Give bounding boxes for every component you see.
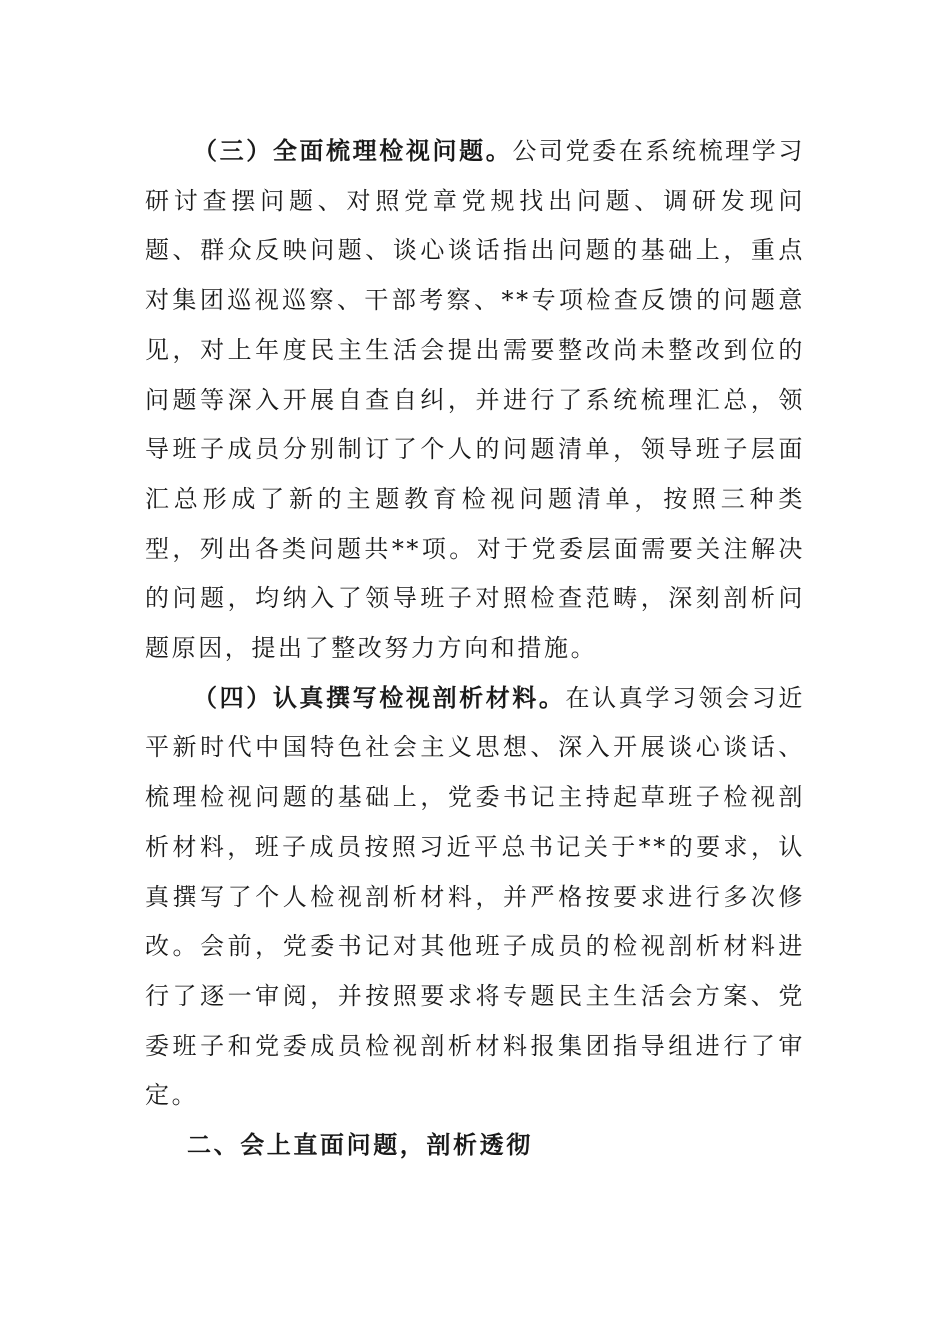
paragraph-review-issues <box>145 127 805 674</box>
paragraph-text: 在认真学习领会习近平新时代中国特色社会主义思想、深入开展谈心谈话、梳理检视问题的基础上，党委书记主持起草班子检视剖析材料，班子成员按照习近平总书记关于**的要求，认真撰写了个人检视剖析材料，并严格按要求进行多次修改。会前，党委书记对其他班子成员的检视剖析材料进行了逐一审阅，并按照要求将专题民主生活会方案、党委班子和党委成员检视剖析材料报集团指导组进行了审定。 <box>145 683 805 1110</box>
paragraph-lead-heading: （三）全面梳理检视问题。 <box>193 137 513 165</box>
paragraph-text: 公司党委在系统梳理学习研讨查摆问题、对照党章党规找出问题、调研发现问题、群众反映问题、谈心谈话指出问题的基础上，重点对集团巡视巡察、干部考察、**专项检查反馈的问题意见，对上年度民主生活会提出需要整改尚未整改到位的问题等深入开展自查自纠，并进行了系统梳理汇总，领导班子成员分别制订了个人的问题清单，领导班子层面汇总形成了新的主题教育检视问题清单，按照三种类型，列出各类问题共**项。对于党委层面需要关注解决的问题，均纳入了领导班子对照检查范畴，深刻剖析问题原因，提出了整改努力方向和措施。 <box>145 137 805 663</box>
section-heading: 二、会上直面问题，剖析透彻 <box>187 1131 533 1160</box>
paragraph-lead-heading: （四）认真撰写检视剖析材料。 <box>193 683 566 712</box>
document-body <box>145 127 805 1171</box>
paragraph-write-materials <box>145 674 805 1121</box>
